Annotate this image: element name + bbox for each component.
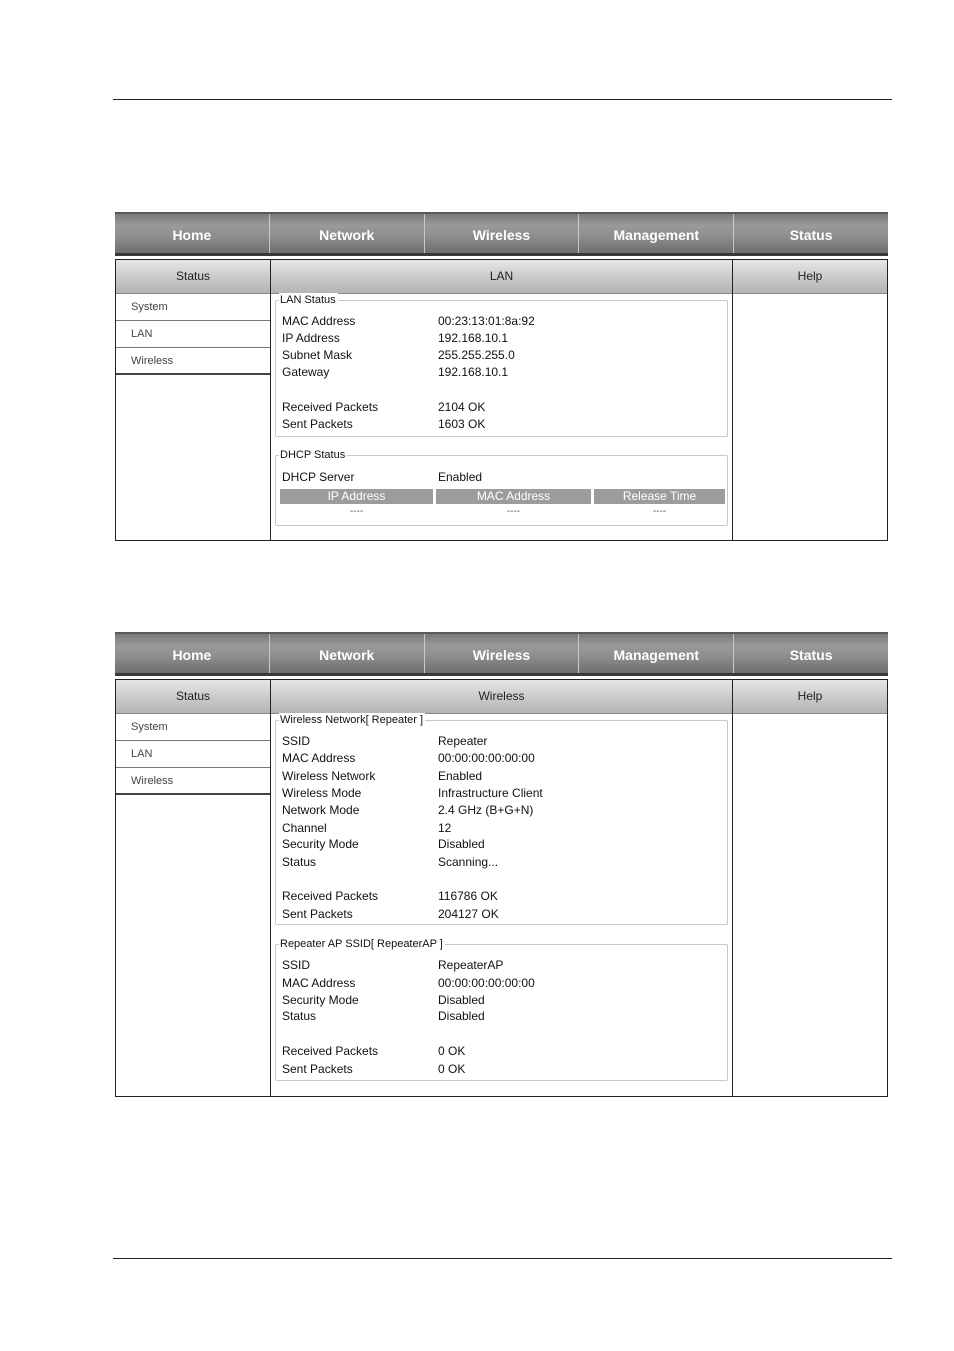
left-sidebar-panel bbox=[115, 679, 271, 1097]
row-value: Repeater bbox=[438, 734, 488, 748]
sidebar-item-system[interactable]: System bbox=[116, 714, 270, 741]
dhcp-column-mac-address: MAC Address bbox=[436, 489, 591, 504]
nav-management[interactable]: Management bbox=[579, 214, 734, 253]
ap-ssid-row bbox=[282, 958, 503, 972]
ap-mac-row bbox=[282, 976, 535, 990]
row-label: Received Packets bbox=[282, 1044, 379, 1058]
repeater-ap-section bbox=[275, 938, 728, 1081]
row-label: Sent Packets bbox=[282, 417, 353, 431]
top-nav-bar bbox=[115, 632, 888, 676]
row-label: Gateway bbox=[282, 365, 330, 379]
dhcp-cell-release-time: ---- bbox=[652, 506, 667, 517]
wl-status-row bbox=[282, 855, 498, 869]
nav-management[interactable]: Management bbox=[579, 634, 734, 673]
row-value: Infrastructure Client bbox=[438, 786, 543, 800]
sidebar-item-wireless[interactable]: Wireless bbox=[116, 768, 270, 795]
row-label: Channel bbox=[282, 821, 327, 835]
router-ui-wireless-screenshot bbox=[115, 632, 888, 1097]
lan-status-section bbox=[275, 294, 728, 437]
lan-mac-row bbox=[282, 314, 535, 328]
wl-network-mode-row bbox=[282, 803, 533, 817]
dhcp-server-row bbox=[282, 470, 482, 484]
row-value: Enabled bbox=[438, 470, 483, 484]
row-value: 00:00:00:00:00:00 bbox=[438, 751, 535, 765]
row-value: 192.168.10.1 bbox=[438, 365, 509, 379]
router-ui-lan-screenshot bbox=[115, 212, 888, 541]
row-label: Subnet Mask bbox=[282, 348, 353, 362]
wireless-network-legend: Wireless Network[ Repeater ] bbox=[280, 714, 424, 726]
left-sidebar-panel bbox=[115, 259, 271, 541]
row-value: 12 bbox=[438, 821, 452, 835]
sidebar-item-wireless[interactable]: Wireless bbox=[116, 348, 270, 375]
sidebar-header: Status bbox=[116, 680, 270, 714]
row-value: Disabled bbox=[438, 1009, 485, 1023]
sidebar-item-system[interactable]: System bbox=[116, 294, 270, 321]
row-value: 2.4 GHz (B+G+N) bbox=[438, 803, 534, 817]
lan-received-row bbox=[282, 400, 485, 414]
help-header: Help bbox=[733, 680, 887, 714]
dhcp-status-section bbox=[275, 449, 728, 526]
row-value: 204127 OK bbox=[438, 907, 499, 921]
wl-security-row bbox=[282, 837, 485, 851]
main-panel-title: LAN bbox=[271, 260, 732, 294]
wl-received-row bbox=[282, 889, 498, 903]
help-panel bbox=[732, 259, 888, 541]
main-content-panel bbox=[270, 259, 733, 541]
row-value: 0 OK bbox=[438, 1044, 466, 1058]
lan-status-legend: LAN Status bbox=[280, 294, 336, 306]
row-value: 00:00:00:00:00:00 bbox=[438, 976, 535, 990]
wl-mode-row bbox=[282, 786, 543, 800]
row-label: Security Mode bbox=[282, 993, 359, 1007]
row-value: 116786 OK bbox=[438, 889, 498, 903]
wl-ssid-row bbox=[282, 734, 487, 748]
nav-network[interactable]: Network bbox=[270, 214, 425, 253]
row-label: Wireless Network bbox=[282, 769, 376, 783]
wl-sent-row bbox=[282, 907, 499, 921]
lan-ip-row bbox=[282, 331, 508, 345]
nav-status[interactable]: Status bbox=[789, 646, 833, 663]
row-value: 00:23:13:01:8a:92 bbox=[438, 314, 535, 328]
top-nav-bar bbox=[115, 212, 888, 256]
row-value: Scanning... bbox=[438, 855, 499, 869]
row-label: Status bbox=[282, 1009, 317, 1023]
lan-sent-row bbox=[282, 417, 485, 431]
help-panel bbox=[732, 679, 888, 1097]
dhcp-cell-mac-address: ---- bbox=[506, 506, 521, 517]
row-label: MAC Address bbox=[282, 314, 356, 328]
dhcp-cell-ip-address: ---- bbox=[349, 506, 364, 517]
sidebar-header: Status bbox=[116, 260, 270, 294]
ap-sent-row bbox=[282, 1062, 465, 1076]
nav-home[interactable]: Home bbox=[115, 634, 270, 673]
row-value: Disabled bbox=[438, 837, 485, 851]
row-label: SSID bbox=[282, 734, 311, 748]
nav-network[interactable]: Network bbox=[270, 634, 425, 673]
row-value: 2104 OK bbox=[438, 400, 486, 414]
nav-wireless[interactable]: Wireless bbox=[425, 634, 580, 673]
row-label: Status bbox=[282, 855, 317, 869]
row-label: Security Mode bbox=[282, 837, 359, 851]
help-header: Help bbox=[733, 260, 887, 294]
main-content-panel bbox=[270, 679, 733, 1097]
nav-home[interactable]: Home bbox=[115, 214, 270, 253]
row-label: Wireless Mode bbox=[282, 786, 362, 800]
dhcp-column-release-time: Release Time bbox=[594, 489, 725, 504]
ap-received-row bbox=[282, 1044, 465, 1058]
row-label: MAC Address bbox=[282, 751, 356, 765]
row-label: Sent Packets bbox=[282, 1062, 353, 1076]
nav-wireless[interactable]: Wireless bbox=[425, 214, 580, 253]
lan-subnet-row bbox=[282, 348, 515, 362]
row-label: MAC Address bbox=[282, 976, 356, 990]
row-label: DHCP Server bbox=[282, 470, 355, 484]
wl-channel-row bbox=[282, 821, 451, 835]
ap-status-row bbox=[282, 1009, 485, 1023]
row-label: IP Address bbox=[282, 331, 340, 345]
dhcp-column-ip-address: IP Address bbox=[280, 489, 433, 504]
nav-status[interactable]: Status bbox=[789, 226, 833, 243]
ap-security-row bbox=[282, 993, 485, 1007]
row-label: Network Mode bbox=[282, 803, 360, 817]
lan-gateway-row bbox=[282, 365, 508, 379]
wl-network-row bbox=[282, 769, 482, 783]
sidebar-item-lan[interactable]: LAN bbox=[116, 321, 270, 348]
main-panel-title: Wireless bbox=[271, 680, 732, 714]
sidebar-item-lan[interactable]: LAN bbox=[116, 741, 270, 768]
row-value: 192.168.10.1 bbox=[438, 331, 509, 345]
row-label: Sent Packets bbox=[282, 907, 353, 921]
wireless-network-section bbox=[275, 714, 728, 925]
dhcp-status-legend: DHCP Status bbox=[280, 449, 346, 461]
row-value: Disabled bbox=[438, 993, 485, 1007]
row-value: 1603 OK bbox=[438, 417, 486, 431]
page-top-rule bbox=[113, 99, 892, 100]
repeater-ap-legend: Repeater AP SSID[ RepeaterAP ] bbox=[280, 938, 443, 950]
wl-mac-row bbox=[282, 751, 535, 765]
row-value: Enabled bbox=[438, 769, 483, 783]
row-label: Received Packets bbox=[282, 889, 379, 903]
row-label: Received Packets bbox=[282, 400, 379, 414]
row-value: 0 OK bbox=[438, 1062, 466, 1076]
row-value: RepeaterAP bbox=[438, 958, 504, 972]
row-value: 255.255.255.0 bbox=[438, 348, 515, 362]
page-bottom-rule bbox=[113, 1258, 892, 1259]
row-label: SSID bbox=[282, 958, 311, 972]
